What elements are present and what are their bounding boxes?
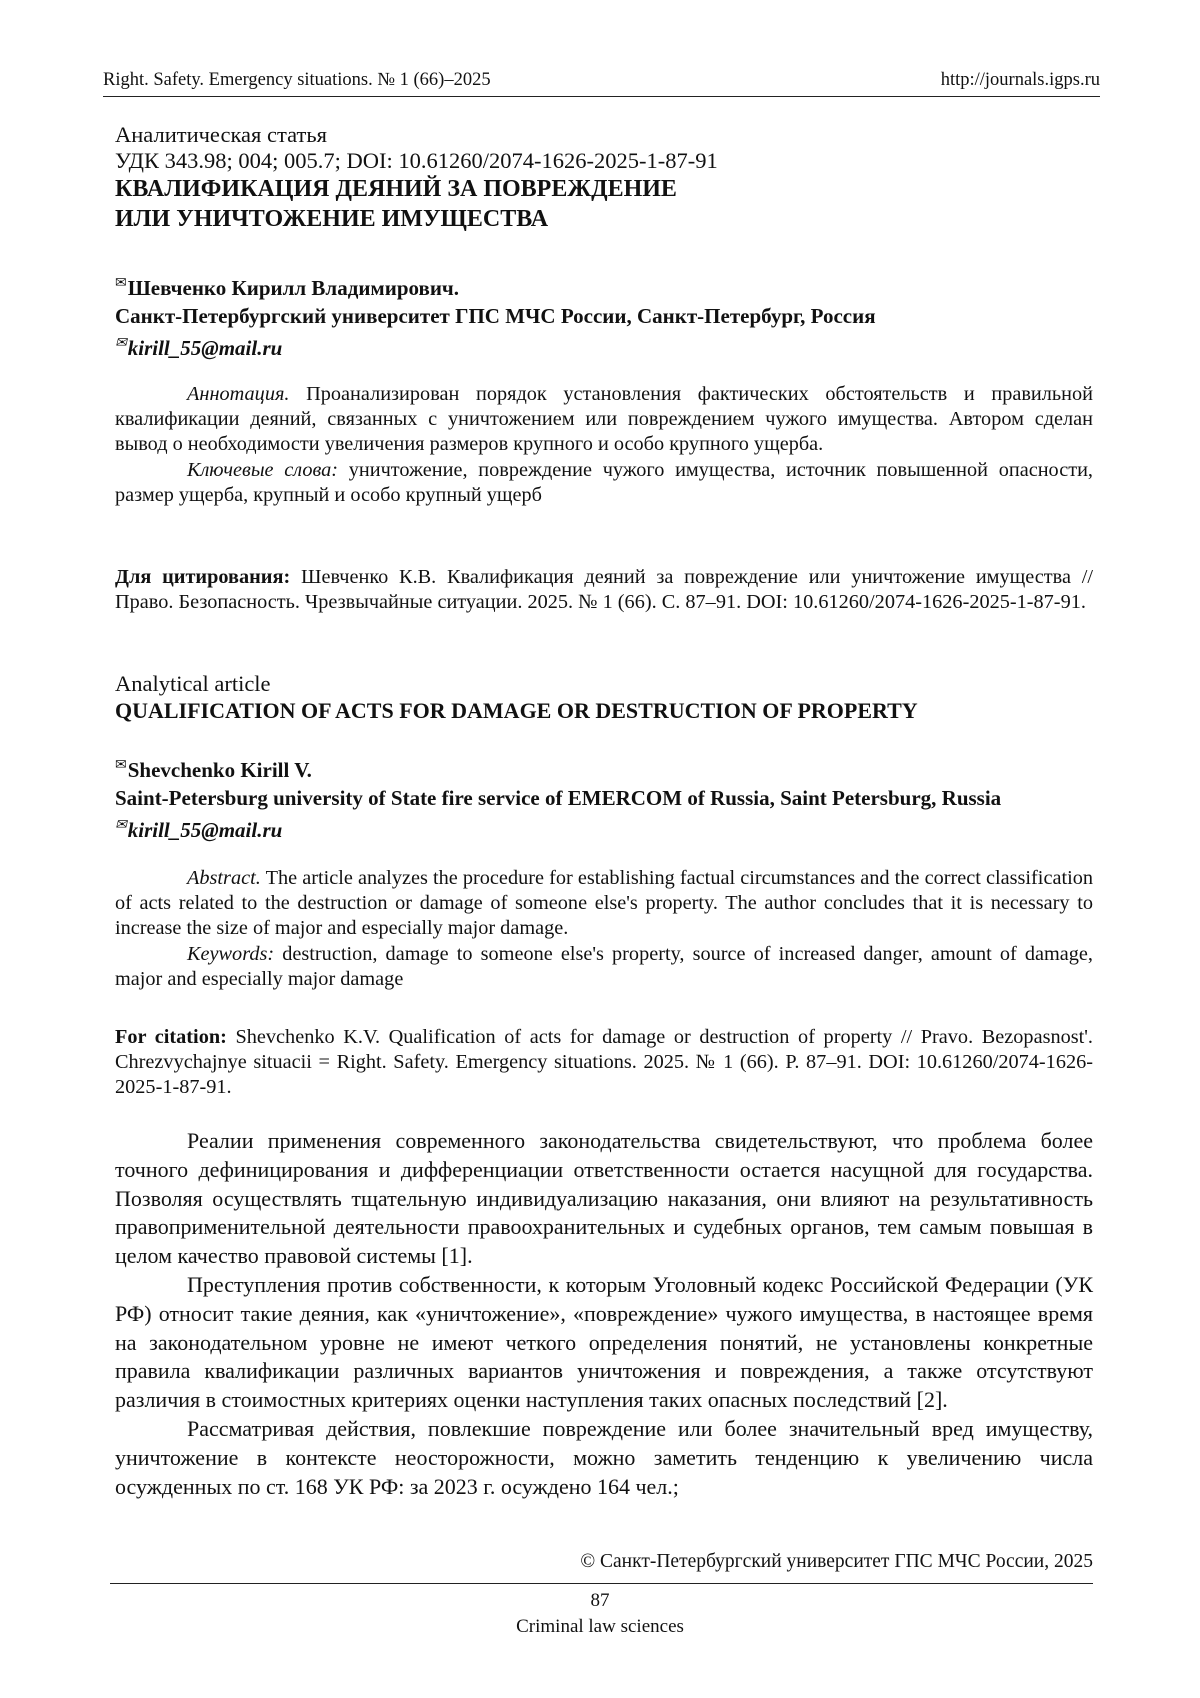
envelope-icon: ✉ — [115, 336, 127, 351]
copyright-notice: © Санкт-Петербургский университет ГПС МЧС России, 2025 — [580, 1551, 1093, 1572]
ru-title-line-2: ИЛИ УНИЧТОЖЕНИЕ ИМУЩЕСТВА — [115, 206, 549, 232]
ru-keywords-label: Ключевые слова: — [187, 458, 339, 481]
en-keywords-text: destruction, damage to someone else's property, source of increased danger, amount of damage, major and especially major damage — [115, 942, 1093, 990]
page-number: 87 — [590, 1590, 610, 1611]
en-citation — [115, 1025, 1093, 1101]
en-keywords-label: Keywords: — [187, 942, 275, 965]
ru-article-heading — [115, 122, 1093, 234]
en-citation-label: For citation: — [115, 1026, 227, 1048]
ru-citation — [115, 565, 1093, 615]
ru-article-type: Аналитическая статья — [115, 122, 327, 147]
en-abstract — [115, 866, 1093, 992]
body-paragraph-3: Рассматривая действия, повлекшие повреждение или более значительный вред имуществу, уничтожение в контексте неосторожности, можно заметить тенденцию к увеличению числа осужденных по ст. 168 УК РФ: за 2023 г. осуждено 164 чел.; — [115, 1415, 1093, 1499]
ru-email-link[interactable]: kirill_55@mail.ru — [127, 336, 283, 360]
ru-abstract — [115, 382, 1093, 508]
footer-divider — [110, 1583, 1093, 1584]
ru-udc: УДК 343.98; 004; 005.7; DOI: 10.61260/2074-1626-2025-1-87-91 — [115, 148, 718, 173]
en-affiliation: Saint-Petersburg university of State fire service of EMERCOM of Russia, Saint Petersburg, Russia — [115, 786, 1002, 810]
en-author-block — [115, 752, 1093, 844]
envelope-icon: ✉ — [115, 818, 127, 833]
en-article-type: Analytical article — [115, 671, 271, 696]
article-body — [115, 1127, 1093, 1501]
ru-citation-label: Для цитирования: — [115, 566, 291, 588]
body-paragraph-2: Преступления против собственности, к которым Уголовный кодекс Российской Федерации (УК РФ) относит такие деяния, как «уничтожение», «повреждение» чужого имущества, в настоящее время на законодательном уровне не имеют четкого определения понятий, не установлены конкретные правила квалификации различных вариантов уничтожения и повреждения, а также отсутствуют различия в стоимостных критериях оценки наступления таких опасных последствий [2]. — [115, 1271, 1093, 1413]
en-citation-text: Shevchenko K.V. Qualification of acts for damage or destruction of property // Pravo. Bezopasnost'. Chrezvychajnye situacii = Right. Safety. Emergency situations. 2025. № 1 (66). P. 87–91. DOI: 10.61260/2074-1626-2025-1-87-91. — [115, 1026, 1093, 1099]
envelope-icon: ✉ — [115, 276, 127, 291]
envelope-icon: ✉ — [115, 758, 127, 773]
en-title: QUALIFICATION OF ACTS FOR DAMAGE OR DESTRUCTION OF PROPERTY — [115, 698, 918, 723]
en-article-heading — [115, 670, 1093, 724]
en-abstract-label: Abstract. — [187, 867, 261, 889]
en-abstract-text: The article analyzes the procedure for establishing factual circumstances and the correct classification of acts related to the destruction or damage of someone else's property. The author concludes that it is necessary to increase the size of major and especially major damage. — [115, 867, 1093, 940]
running-header — [103, 70, 1100, 97]
ru-citation-text: Шевченко К.В. Квалификация деяний за повреждение или уничтожение имущества // Право. Безопасность. Чрезвычайные ситуации. 2025. № 1 (66). С. 87–91. DOI: 10.61260/2074-1626-2025-1-87-91. — [115, 566, 1093, 614]
body-paragraph-1: Реалии применения современного законодательства свидетельствуют, что проблема более точного дефиницирования и дифференциации ответственности остается насущной для государства. Позволяя осуществлять тщательную индивидуализацию наказания, они влияют на результативность правоприменительной деятельности правоохранительных и судебных органов, тем самым повышая в целом качество правовой системы [1]. — [115, 1128, 1093, 1269]
ru-abstract-label: Аннотация. — [187, 383, 290, 405]
ru-abstract-text: Проанализирован порядок установления фактических обстоятельств и правильной квалификации деяний, связанных с уничтожением или повреждением чужого имущества. Автором сделан вывод о необходимости увеличения размеров крупного и особо крупного ущерба. — [115, 383, 1093, 456]
en-email-link[interactable]: kirill_55@mail.ru — [127, 818, 283, 842]
ru-title-line-1: КВАЛИФИКАЦИЯ ДЕЯНИЙ ЗА ПОВРЕЖДЕНИЕ — [115, 176, 677, 202]
en-author-name: Shevchenko Kirill V. — [127, 758, 312, 782]
section-name: Criminal law sciences — [516, 1616, 684, 1637]
journal-title: Right. Safety. Emergency situations. № 1 (66)–2025 — [103, 70, 491, 90]
ru-author-name: Шевченко Кирилл Владимирович. — [127, 276, 460, 300]
ru-author-block — [115, 270, 1093, 362]
ru-affiliation: Санкт-Петербургский университет ГПС МЧС России, Санкт-Петербург, Россия — [115, 304, 876, 328]
journal-url[interactable]: http://journals.igps.ru — [940, 70, 1100, 90]
ru-keywords-text: уничтожение, повреждение чужого имущества, источник повышенной опасности, размер ущерба, крупный и особо крупный ущерб — [115, 458, 1093, 506]
